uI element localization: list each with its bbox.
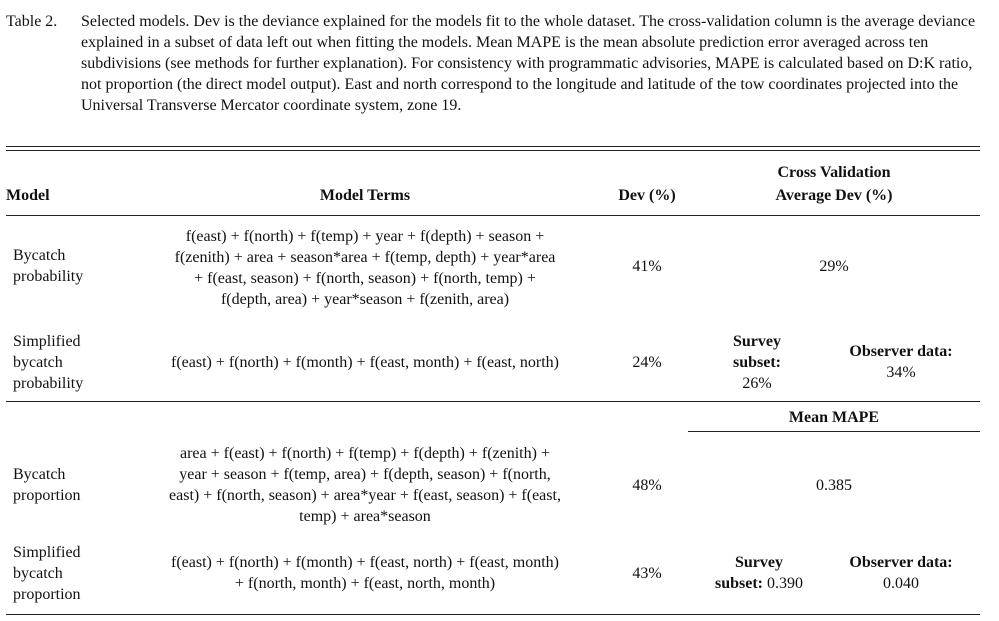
top-rule-2 — [6, 150, 980, 151]
header-cv-line1: Cross Validation — [777, 164, 891, 181]
row1-dev: 41% — [632, 258, 662, 275]
row4-model: Simplified bycatch proportion — [13, 544, 81, 603]
row3-cv: 0.385 — [816, 477, 852, 494]
row2-observer: Observer data: 34% — [849, 343, 953, 381]
row1-cv: 29% — [819, 258, 849, 275]
header-model: Model — [6, 187, 50, 204]
table-number: Table 2. — [6, 13, 58, 30]
header-rule — [6, 215, 980, 216]
caption-text: Selected models. Dev is the deviance explained for the models fit to the whole dataset. The cross-validation column is the average deviance explained in a subset of data left out when fitting the models. Mean MAPE is the mean absolute prediction error averaged across ten subdivisions (see methods for further explanation). For consistency with programmatic advisories, MAPE is calculated based on D:K ratio, not proportion (the direct model output). East and north correspond to the longitude and latitude of the tow coordinates projected into the Universal Transverse Mercator coordinate system, zone 19. — [81, 13, 976, 114]
row3-dev: 48% — [632, 477, 662, 494]
header-cv-line2: Average Dev (%) — [775, 187, 893, 204]
row2-survey: Survey subset: 26% — [732, 333, 781, 392]
top-rule — [6, 146, 980, 147]
bottom-rule — [6, 614, 980, 615]
row2-model: Simplified bycatch probability — [13, 333, 84, 392]
row1-terms: f(east) + f(north) + f(temp) + year + f(depth) + season + f(zenith) + area + season*area + f(temp, depth) + year*area + f(east, season) + f(north, season) + f(north, temp) + f(depth, area) + year*season + f(zenith, area) — [174, 228, 556, 308]
mape-header: Mean MAPE — [788, 409, 880, 426]
row3-terms: area + f(east) + f(north) + f(temp) + f(depth) + f(zenith) + year + season + f(temp, area) + f(depth, season) + f(north, east) + f(north, season) + area*year + f(east, season) + f(east, temp) + area*season — [169, 445, 561, 525]
row4-survey: Survey subset: 0.390 — [714, 554, 803, 592]
row4-observer: Observer data: 0.040 — [849, 554, 953, 592]
row3-model: Bycatch proportion — [13, 466, 81, 504]
row4-terms: f(east) + f(north) + f(month) + f(east, north) + f(east, month) + f(north, month) + f(east, north, month) — [171, 554, 559, 592]
row2-dev: 24% — [632, 354, 662, 371]
header-model-terms: Model Terms — [319, 187, 411, 204]
mid-rule — [6, 401, 980, 402]
header-dev: Dev (%) — [618, 187, 676, 204]
row2-terms: f(east) + f(north) + f(month) + f(east, month) + f(east, north) — [171, 354, 559, 371]
row1-model: Bycatch probability — [13, 247, 84, 285]
mape-rule — [688, 431, 980, 432]
row4-dev: 43% — [632, 565, 662, 582]
